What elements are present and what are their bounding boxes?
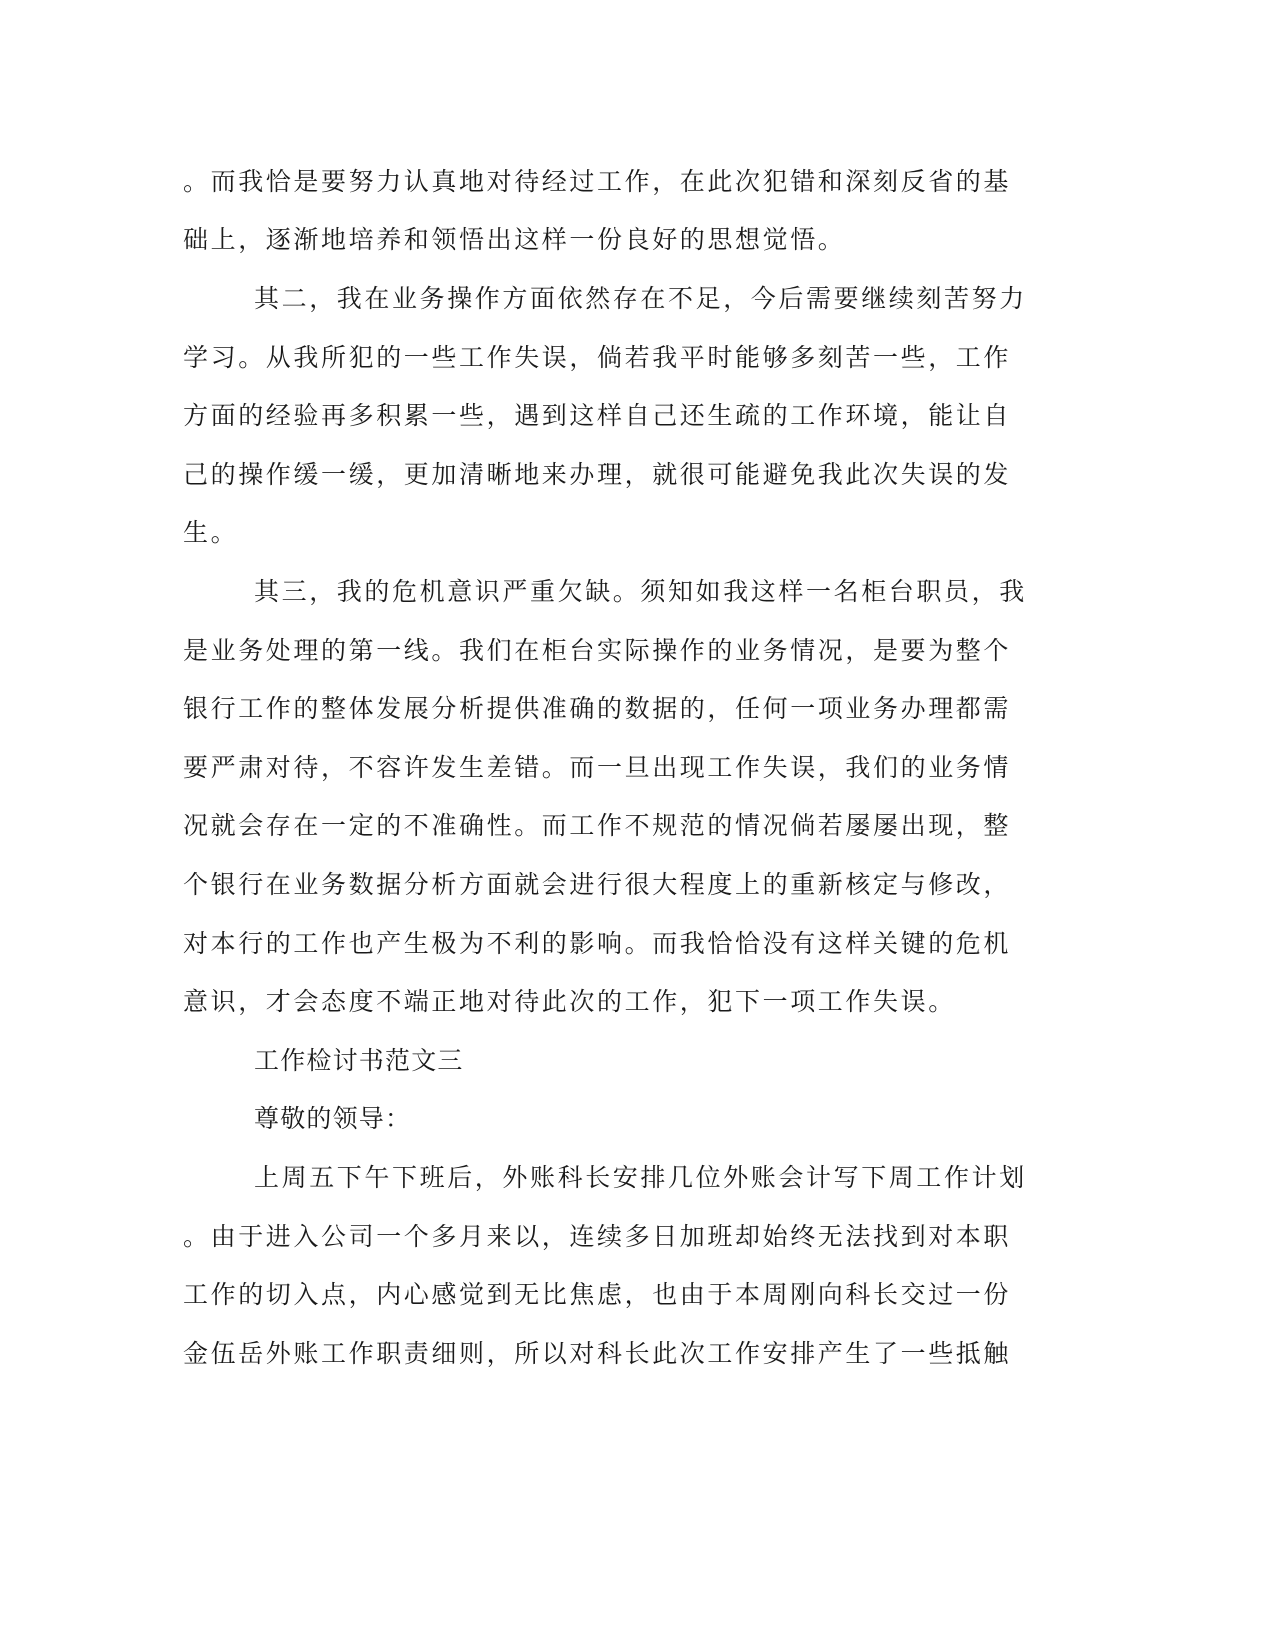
paragraph-line: 金伍岳外账工作职责细则，所以对科长此次工作安排产生了一些抵触: [183, 1339, 1012, 1368]
paragraph-line: 其二，我在业务操作方面依然存在不足，今后需要继续刻苦努力: [254, 284, 1027, 313]
paragraph-line: 工作的切入点，内心感觉到无比焦虑，也由于本周刚向科长交过一份: [183, 1280, 1012, 1309]
paragraph-line: 学习。从我所犯的一些工作失误，倘若我平时能够多刻苦一些，工作: [183, 343, 1012, 372]
paragraph-line: 础上，逐渐地培养和领悟出这样一份良好的思想觉悟。: [183, 225, 846, 254]
paragraph-line: 意识，才会态度不端正地对待此次的工作，犯下一项工作失误。: [183, 987, 956, 1016]
paragraph-line: 上周五下午下班后，外账科长安排几位外账会计写下周工作计划: [254, 1163, 1027, 1192]
section-heading: 工作检讨书范文三: [254, 1046, 464, 1075]
paragraph-line: 是业务处理的第一线。我们在柜台实际操作的业务情况，是要为整个: [183, 636, 1012, 665]
paragraph-line: 其三，我的危机意识严重欠缺。须知如我这样一名柜台职员，我: [254, 577, 1027, 606]
paragraph-line: 己的操作缓一缓，更加清晰地来办理，就很可能避免我此次失误的发: [183, 460, 1012, 489]
salutation: 尊敬的领导：: [254, 1104, 412, 1133]
paragraph-line: 银行工作的整体发展分析提供准确的数据的，任何一项业务办理都需: [183, 694, 1012, 723]
paragraph-line: 要严肃对待，不容许发生差错。而一旦出现工作失误，我们的业务情: [183, 753, 1012, 782]
paragraph-line: 方面的经验再多积累一些，遇到这样自己还生疏的工作环境，能让自: [183, 401, 1012, 430]
paragraph-line: 况就会存在一定的不准确性。而工作不规范的情况倘若屡屡出现，整: [183, 811, 1012, 840]
paragraph-line: 生。: [183, 518, 239, 547]
paragraph-line: 对本行的工作也产生极为不利的影响。而我恰恰没有这样关键的危机: [183, 929, 1012, 958]
paragraph-line: 。而我恰是要努力认真地对待经过工作，在此次犯错和深刻反省的基: [183, 167, 1012, 196]
paragraph-line: 。由于进入公司一个多月来以，连续多日加班却始终无法找到对本职: [183, 1222, 1012, 1251]
paragraph-line: 个银行在业务数据分析方面就会进行很大程度上的重新核定与修改，: [183, 870, 1012, 899]
